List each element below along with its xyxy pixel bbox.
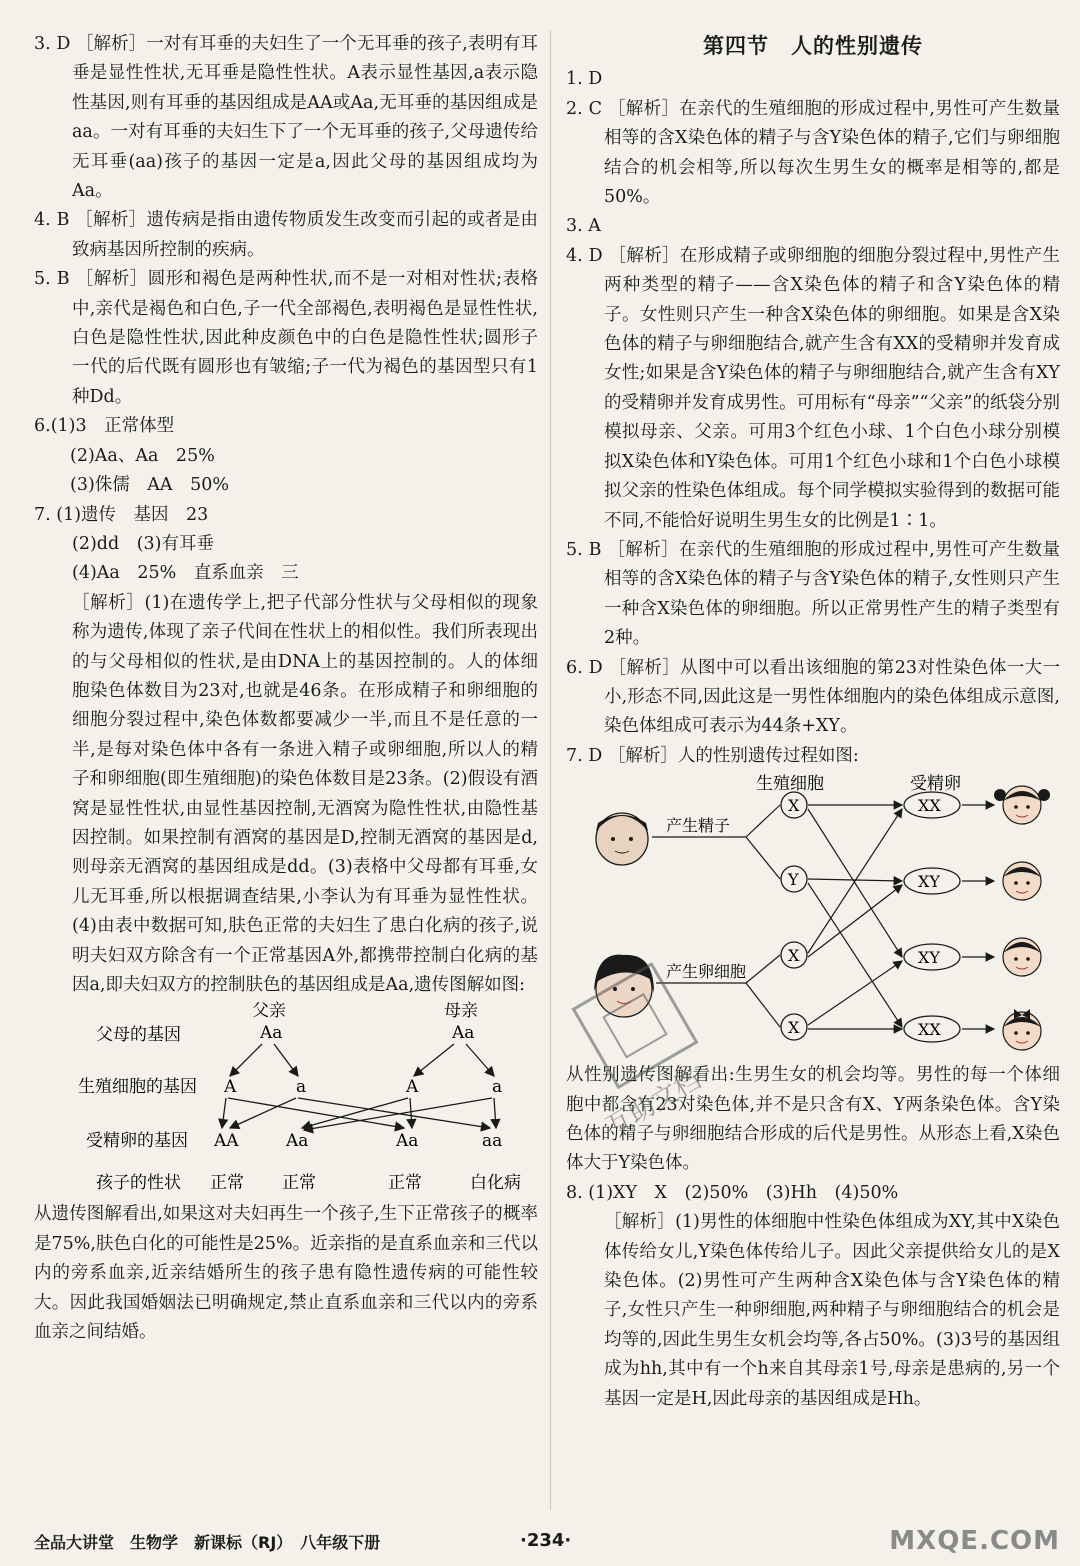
r-answer-5: 5. B ［解析］在亲代的生殖细胞的形成过程中,男性可产生数量相等的含X染色体的精子与含Y染色体的精子,女性则只产生一种含X染色体的卵细胞。所以正常男性产生的精子类型有2种。 — [566, 539, 1060, 649]
label-sperm: 产生精子 — [666, 816, 731, 836]
gamete-4: a — [492, 1077, 503, 1098]
r-answer-6: 6. D ［解析］从图中可以看出该细胞的第23对性染色体一大一小,形态不同,因此这是一男性体细胞内的染色体组成示意图,染色体组成可表示为44条+XY。 — [566, 657, 1060, 737]
girl-face-icon — [994, 786, 1050, 824]
mother-label: 母亲 — [444, 1001, 478, 1022]
mother-genotype: Aa — [452, 1023, 475, 1044]
stamp-text: 互助文档 — [601, 1064, 707, 1128]
stamp-watermark — [560, 958, 730, 1128]
answer-3: 3. D ［解析］一对有耳垂的夫妇生了一个无耳垂的孩子,表明有耳垂是显性性状,无耳垂是隐性性状。A表示显性基因,a表示隐性基因,则有耳垂的基因组成是AA或Aa,无耳垂的基因组成是aa。一对有耳垂的夫妇生下了一个无耳垂的孩子,父母遗传给无耳垂(aa)孩子的基因一定是a,因此父母的基因组成均为Aa。 — [34, 34, 538, 202]
r-answer-1: 1. D — [566, 69, 603, 90]
page-footer — [34, 1526, 1060, 1556]
genetic-diagram — [34, 1000, 538, 1200]
zygote-ovals — [904, 792, 960, 1042]
trait-2: 正常 — [282, 1173, 316, 1194]
zygote-3: XY — [918, 948, 940, 968]
trait-4: 白化病 — [470, 1173, 521, 1194]
answer-5: 5. B ［解析］圆形和褐色是两种性状,而不是一对相对性状;表格中,亲代是褐色和白色,子一代全部褐色,表明褐色是显性性状,白色是隐性性状,因此种皮颜色中的白色是隐性性状;圆形子一代的后代既有圆形也有皱缩;子一代为褐色的基因型只有1种Dd。 — [34, 269, 538, 407]
r-answer-8-analysis: ［解析］(1)男性的体细胞中性染色体组成为XY,其中X染色体传给女儿,Y染色体传给儿子。因此父亲提供给女儿的是X染色体。(2)男性可产生两种含X染色体与含Y染色体的精子,女性只产生一种卵细胞,两种精子与卵细胞结合的机会是均等的,因此生男生女机会均等,各占50%。(3)3号的基因组成为hh,其中有一个h来自其母亲1号,母亲是患病的,另一个基因一定是H,因此母亲的基因组成是Hh。 — [604, 1212, 1060, 1409]
zygote-2: XY — [918, 872, 940, 892]
father-genotype: Aa — [260, 1023, 283, 1044]
gamete-circles — [781, 792, 807, 1040]
right-column — [566, 30, 1060, 1414]
page-number: ·234· — [520, 1530, 572, 1551]
row-label-trait: 孩子的性状 — [96, 1173, 181, 1194]
zygote-4: aa — [482, 1131, 503, 1152]
zygote-2: Aa — [286, 1131, 309, 1152]
row-label-zygote: 受精卵的基因 — [86, 1131, 188, 1152]
gamete-x2: X — [788, 946, 800, 966]
label-gamete: 生殖细胞 — [756, 774, 824, 795]
zygote-1: AA — [214, 1131, 239, 1152]
label-zygote: 受精卵 — [910, 774, 961, 795]
r-answer-8-part1: 8. (1)XY X (2)50% (3)Hh (4)50% — [566, 1182, 899, 1203]
stamp-svg — [560, 958, 730, 1128]
answer-6-part3: (3)侏儒 AA 50% — [70, 475, 229, 496]
boy-face-icon — [1003, 862, 1041, 900]
gamete-1: A — [224, 1077, 237, 1098]
section-title: 第四节 人的性别遗传 — [703, 34, 923, 58]
label-egg: 产生卵细胞 — [666, 962, 747, 982]
r-answer-7: 7. D ［解析］人的性别遗传过程如图: — [566, 745, 859, 766]
answer-7-part1: 7. (1)遗传 基因 23 — [34, 504, 209, 525]
zygote-4: XX — [918, 1020, 941, 1040]
gamete-x3: X — [788, 1018, 800, 1038]
r-answer-7-conclusion: 从性别遗传图解看出:生男生女的机会均等。男性的每一个体细胞中都含有23对染色体,并不是只含有X、Y两条染色体。含Y染色体的精子与卵细胞结合形成的后代是男性。从形态上看,X染色体大于Y染色体。 — [566, 1065, 1060, 1174]
row-label-parent: 父母的基因 — [96, 1025, 181, 1046]
site-watermark: MXQE.COM — [889, 1526, 1060, 1556]
gamete-y: Y — [788, 870, 799, 890]
left-column — [34, 30, 538, 1347]
answer-6-part1: 6.(1)3 正常体型 — [34, 416, 175, 437]
r-answer-3: 3. A — [566, 216, 601, 237]
genetic-diagram-svg — [34, 1000, 538, 1200]
answer-6-part2: (2)Aa、Aa 25% — [70, 445, 215, 466]
r-answer-2: 2. C ［解析］在亲代的生殖细胞的形成过程中,男性可产生数量相等的含X染色体的精子与含Y染色体的精子,它们与卵细胞结合的机会相等,所以每次生男生女的概率是相等的,都是50%。 — [566, 98, 1060, 208]
gamete-x1: X — [788, 796, 800, 816]
gamete-2: a — [296, 1077, 307, 1098]
gamete-3: A — [406, 1077, 419, 1098]
trait-3: 正常 — [388, 1173, 422, 1194]
trait-1: 正常 — [210, 1173, 244, 1194]
girl-face-icon — [1003, 1009, 1041, 1050]
r-answer-4: 4. D ［解析］在形成精子或卵细胞的细胞分裂过程中,男性产生两种类型的精子——含X染色体的精子和含Y染色体的精子。女性则只产生一种含X染色体的卵细胞。如果是含X染色体的精子与卵细胞结合,就产生含有XX的受精卵并发育成女性;如果是含Y染色体的精子与卵细胞结合,就产生含有XY的受精卵并发育成男性。可用标有“母亲”“父亲”的纸袋分别模拟母亲、父亲。可用3个红色小球、1个白色小球分别模拟X染色体和Y染色体。可用1个红色小球和1个白色小球模拟父亲的性染色体组成。每个同学模拟实验得到的数据可能不同,不能恰好说明生男生女的比例是1∶1。 — [566, 245, 1060, 531]
boy-face-icon — [1003, 938, 1041, 976]
column-divider — [550, 30, 551, 1510]
answer-7-conclusion: 从遗传图解看出,如果这对夫妇再生一个孩子,生下正常孩子的概率是75%,肤色白化的可能性是25%。近亲指的是直系血亲和三代以内的旁系血亲,近亲结婚所生的孩子患有隐性遗传病的可能性较大。因此我国婚姻法已明确规定,禁止直系血亲和三代以内的旁系血亲之间结婚。 — [34, 1204, 538, 1343]
answer-7-analysis: ［解析］(1)在遗传学上,把子代部分性状与父母相似的现象称为遗传,体现了亲子代间在性状上的相似性。我们所表现出的与父母相似的性状,是由DNA上的基因控制的。人的体细胞染色体数目为23对,也就是46条。在形成精子和卵细胞的细胞分裂过程中,染色体数都要减少一半,而且不是任意的一半,是每对染色体中各有一条进入精子或卵细胞,所以人的精子和卵细胞(即生殖细胞)的染色体数目是23条。(2)假设有酒窝是显性性状,由显性基因控制,无酒窝为隐性性状,由隐性基因控制。如果控制有酒窝的基因是D,控制无酒窝的基因是d,则母亲无酒窝的基因组成是dd。(3)表格中父母都有耳垂,女儿无耳垂,所以根据调查结果,小李认为有耳垂为显性性状。(4)由表中数据可知,肤色正常的夫妇生了患白化病的孩子,说明夫妇双方除含有一个正常基因A外,都携带控制白化病的基因a,即夫妇双方的控制肤色的基因组成是Aa,遗传图解如图: — [72, 592, 538, 995]
father-face-icon — [596, 813, 648, 865]
answer-4: 4. B ［解析］遗传病是指由遗传物质发生改变而引起的或者是由致病基因所控制的疾病。 — [34, 210, 538, 260]
zygote-3: Aa — [396, 1131, 419, 1152]
father-label: 父亲 — [252, 1001, 286, 1022]
zygote-1: XX — [918, 796, 941, 816]
answer-7-part2: (2)dd (3)有耳垂 — [72, 533, 214, 554]
footer-brand: 全品大讲堂 生物学 新课标（RJ） 八年级下册 — [34, 1533, 381, 1552]
answer-7-part3: (4)Aa 25% 直系血亲 三 — [72, 563, 299, 584]
row-label-gamete: 生殖细胞的基因 — [78, 1077, 197, 1098]
